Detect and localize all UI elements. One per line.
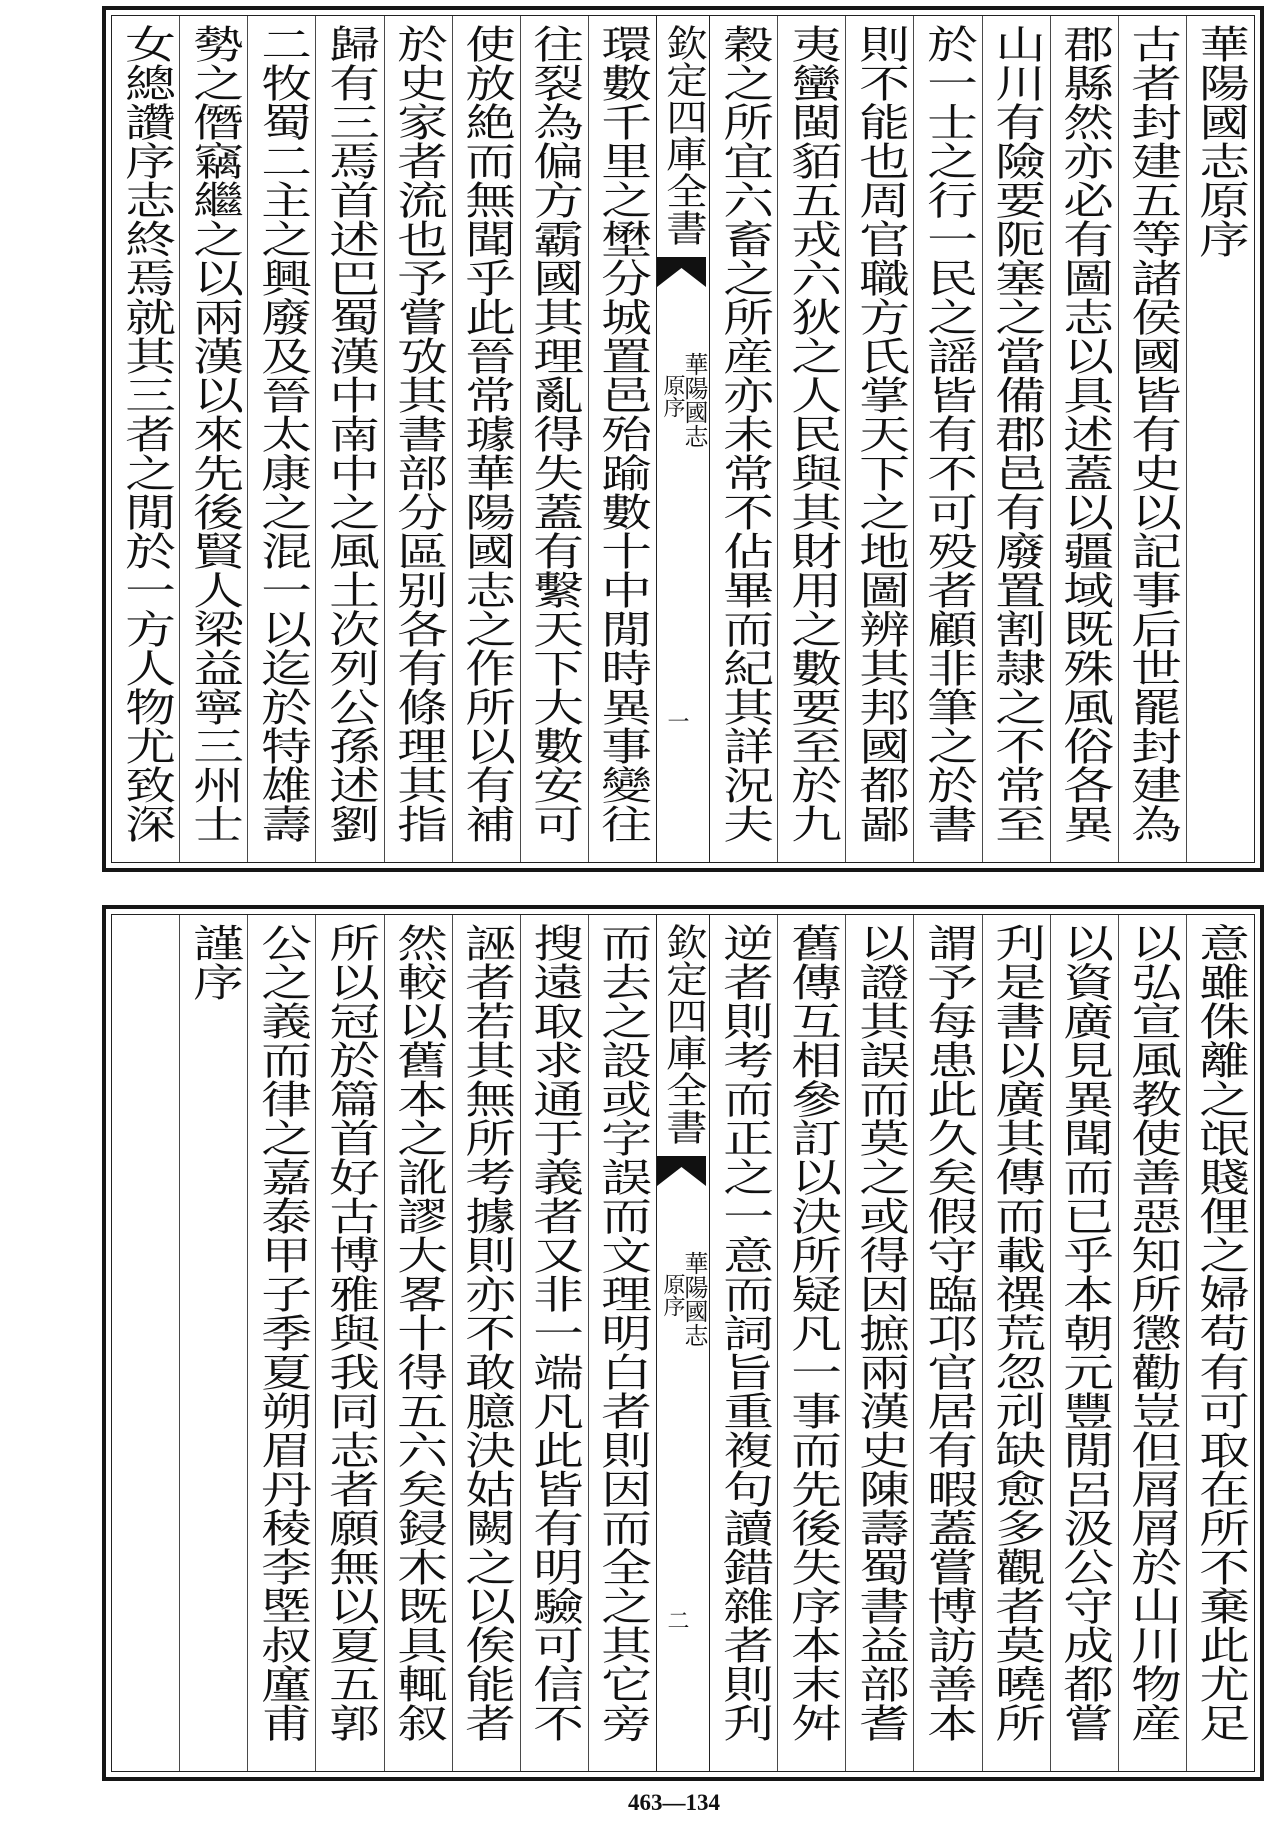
column-text: 往裂為偏方霸國其理亂得失蓋有繫天下大數安可 — [525, 24, 584, 843]
column-text: 逆者則考而正之一意而詞旨重複句讀錯雜者則刋 — [714, 923, 773, 1742]
column-text: 謹序 — [184, 923, 243, 1001]
text-column — [452, 915, 520, 1771]
page-panel — [102, 6, 1264, 872]
column-text: 以弘宣風教使善惡知所懲勸豈但屑屑於山川物産 — [1123, 923, 1182, 1742]
text-column — [384, 915, 452, 1771]
fold-section-title: 華陽國志 — [680, 1251, 708, 1347]
column-text: 夷蠻閩貊五戎六狄之人民與其財用之數要至於九 — [782, 24, 841, 843]
column-text: 搜遠取求通于義者又非一端凡此皆有明驗可信不 — [525, 923, 584, 1742]
column-text: 意雖侏離之氓賤俚之婦苟有可取在所不棄此尤足 — [1191, 923, 1250, 1742]
column-text: 歸有三焉首述巴蜀漢中南中之風土次列公孫述劉 — [320, 24, 380, 843]
column-text: 而去之設或字誤而文理明白者則因而全之其它旁 — [593, 923, 652, 1742]
text-column — [777, 915, 845, 1771]
fold-book-title: 欽定四庫全書 — [658, 24, 708, 246]
fold-page-number: 一 — [664, 710, 689, 732]
blank-column — [112, 915, 179, 1771]
fold-book-title: 欽定四庫全書 — [658, 923, 708, 1145]
text-column — [247, 915, 315, 1771]
heading-column — [1186, 16, 1254, 862]
column-text: 刋是書以廣其傳而載禩荒忽刓缺愈多觀者莫曉所 — [986, 923, 1046, 1742]
text-column — [913, 915, 981, 1771]
text-column — [982, 16, 1050, 862]
column-text: 誣者若其無所考據則亦不敢臆決姑闕之以俟能者 — [456, 923, 516, 1742]
text-column — [1050, 16, 1118, 862]
column-text: 郡縣然亦必有圖志以具述蓋以疆域既殊風俗各異 — [1054, 24, 1114, 843]
text-column — [520, 16, 588, 862]
text-column — [588, 16, 656, 862]
center-fold — [656, 915, 710, 1771]
text-column — [452, 16, 520, 862]
column-text: 山川有險要阨塞之當備郡邑有廢置割隷之不常至 — [986, 24, 1046, 843]
text-column — [1050, 915, 1118, 1771]
column-text: 使放絶而無聞乎此晉常璩華陽國志之作所以有補 — [456, 24, 516, 843]
column-text: 華陽國志原序 — [1191, 24, 1250, 258]
fishtail-mark — [657, 1156, 706, 1190]
text-column — [315, 16, 383, 862]
text-column — [315, 915, 383, 1771]
fold-section-subtitle: 原序 — [660, 374, 685, 418]
text-column — [112, 16, 179, 862]
fold-page-number: 二 — [664, 1609, 689, 1631]
column-text: 公之義而律之嘉泰甲子季夏朔眉丹稜李塈叔廑甫 — [252, 923, 312, 1742]
column-text: 謂予每患此久矣假守臨邛官居有暇蓋嘗博訪善本 — [918, 923, 978, 1742]
column-text: 所以冠於篇首好古博雅與我同志者願無以夏五郭 — [320, 923, 380, 1742]
text-column — [710, 16, 777, 862]
column-text: 古者封建五等諸侯國皆有史以記事后世罷封建為 — [1123, 24, 1182, 843]
page-panel — [102, 905, 1264, 1781]
column-text: 以證其誤而莫之或得因摭兩漢史陳壽蜀書益部耆 — [850, 923, 910, 1742]
fold-section-subtitle: 原序 — [660, 1273, 685, 1317]
text-column — [845, 915, 913, 1771]
volume-page-reference: 463—134 — [628, 1790, 720, 1815]
text-column — [520, 915, 588, 1771]
column-text: 穀之所宜六畜之所産亦未常不佔畢而紀其詳況夫 — [714, 24, 773, 843]
column-text: 二牧蜀二主之興廢及晉太康之混一以迄於特雄壽 — [252, 24, 312, 843]
column-text: 於史家者流也予嘗攷其書部分區别各有條理其指 — [388, 24, 448, 843]
text-column — [982, 915, 1050, 1771]
column-text: 於一士之行一民之謡皆有不可殁者顧非筆之於書 — [918, 24, 978, 843]
page-frame — [111, 914, 1255, 1772]
center-fold — [656, 16, 710, 862]
page-frame — [111, 15, 1255, 863]
closing-column — [179, 915, 247, 1771]
text-column — [845, 16, 913, 862]
text-column — [1118, 16, 1186, 862]
text-column — [588, 915, 656, 1771]
text-column — [384, 16, 452, 862]
text-column — [710, 915, 777, 1771]
column-text: 然較以舊本之訛謬大畧十得五六矣鋟木既具輒叙 — [388, 923, 448, 1742]
text-column — [247, 16, 315, 862]
column-text: 勢之僭竊繼之以兩漢以來先後賢人梁益寧三州士 — [184, 24, 243, 843]
text-column — [1118, 915, 1186, 1771]
text-column — [179, 16, 247, 862]
column-text: 則不能也周官職方氏掌天下之地圖辨其邦國都鄙 — [850, 24, 910, 843]
text-column — [1186, 915, 1254, 1771]
text-column — [913, 16, 981, 862]
column-text: 舊傳互相參訂以決所疑凡一事而先後失序本末舛 — [782, 923, 841, 1742]
column-text: 環數千里之壄分城置邑殆踰數十中閒時異事變往 — [593, 24, 652, 843]
fishtail-mark — [657, 257, 706, 291]
fold-section-title: 華陽國志 — [680, 352, 708, 448]
text-column — [777, 16, 845, 862]
column-text: 以資廣見異聞而已乎本朝元豐閒呂汲公守成都嘗 — [1054, 923, 1114, 1742]
column-text: 女總讚序志終焉就其三者之閒於一方人物尤致深 — [116, 24, 175, 843]
